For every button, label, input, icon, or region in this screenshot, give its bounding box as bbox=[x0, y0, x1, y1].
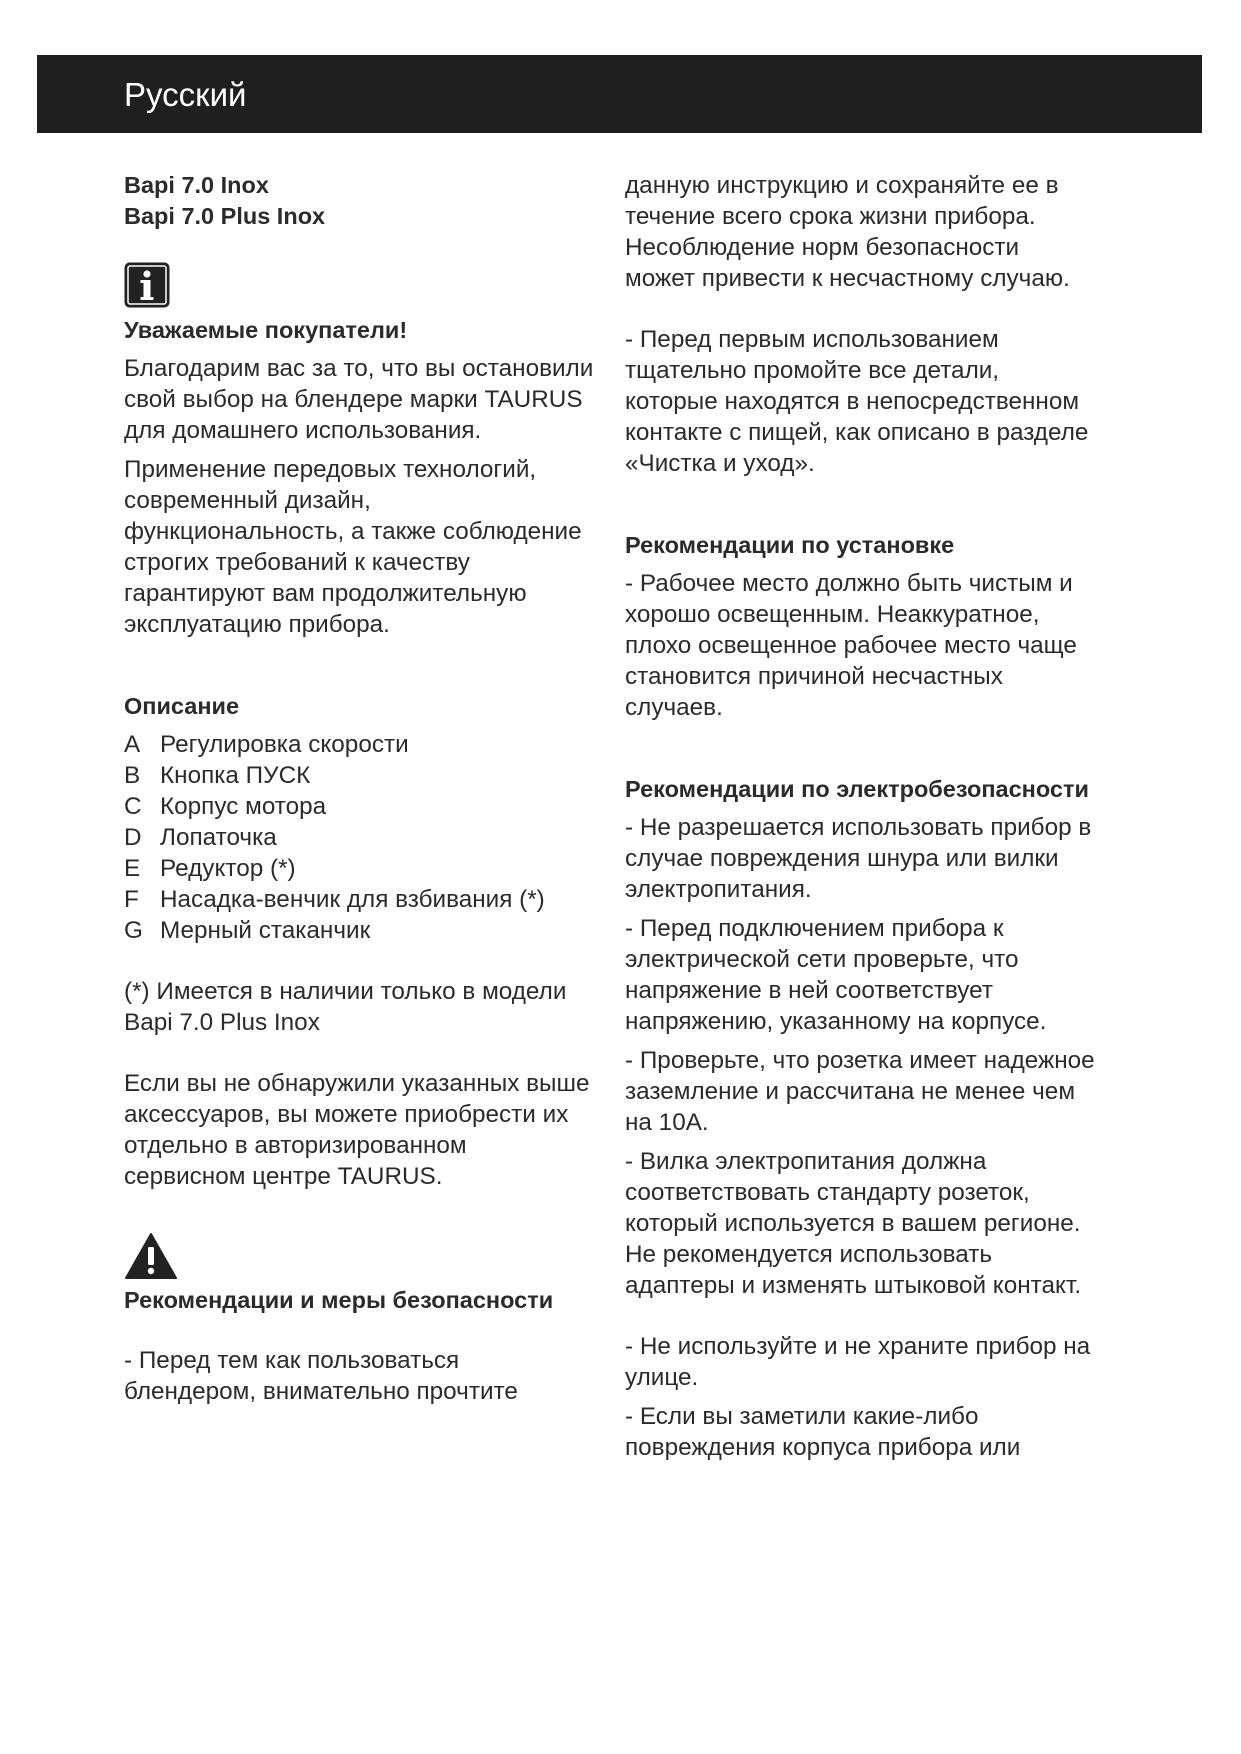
electrical-paragraph: - Проверьте, что розетка имеет надежное заземление и рассчитана не менее чем на 10А. bbox=[625, 1047, 1095, 1136]
safety-heading: Рекомендации и меры безопасности bbox=[124, 1287, 554, 1313]
intro-paragraph: Благодарим вас за то, что вы остановили свой выбор на блендере марки TAURUS для домашнего использования. bbox=[124, 355, 594, 444]
footnote: (*) Имеется в наличии только в модели Bapi 7.0 Plus Inox bbox=[124, 978, 567, 1036]
item-text: Редуктор (*) bbox=[160, 855, 296, 882]
left-column bbox=[124, 170, 594, 1407]
item-text: Насадка-венчик для взбивания (*) bbox=[160, 886, 545, 913]
list-item bbox=[124, 884, 594, 915]
language-header-bar bbox=[37, 55, 1202, 133]
list-item bbox=[124, 915, 594, 946]
item-letter: G bbox=[124, 917, 143, 944]
item-letter: A bbox=[124, 731, 141, 758]
list-item bbox=[124, 853, 594, 884]
item-text: Лопаточка bbox=[160, 824, 277, 851]
electrical-paragraph: - Если вы заметили какие-либо повреждения корпуса прибора или bbox=[625, 1403, 1021, 1461]
list-item bbox=[124, 822, 594, 853]
description-heading: Описание bbox=[124, 693, 240, 719]
electrical-paragraph: - Не используйте и не храните прибор на улице. bbox=[625, 1333, 1091, 1391]
list-item bbox=[124, 791, 594, 822]
electrical-paragraph: - Вилка электропитания должна соответствовать стандарту розеток, который используется в вашем регионе. Не рекомендуется использовать адаптеры и изменять штыковой контакт. bbox=[625, 1148, 1082, 1299]
intro-paragraph: Применение передовых технологий, современный дизайн, функциональность, а также соблюдение строгих требований к качеству гарантируют вам продолжительную эксплуатацию прибора. bbox=[124, 456, 582, 638]
safety-paragraph-continued: данную инструкцию и сохраняйте ее в течение всего срока жизни прибора. Несоблюдение норм безопасности может привести к несчастному случаю. bbox=[625, 172, 1070, 292]
safety-paragraph: - Перед тем как пользоваться блендером, внимательно прочтите bbox=[124, 1347, 518, 1405]
item-letter: E bbox=[124, 855, 141, 882]
list-item bbox=[124, 760, 594, 791]
installation-paragraph: - Рабочее место должно быть чистым и хорошо освещенным. Неаккуратное, плохо освещенное рабочее место чаще становится причиной несчастных случаев. bbox=[625, 570, 1077, 721]
list-item bbox=[124, 729, 594, 760]
accessories-note: Если вы не обнаружили указанных выше аксессуаров, вы можете приобрести их отдельно в авторизированном сервисном центре TAURUS. bbox=[124, 1070, 590, 1190]
greeting-heading: Уважаемые покупатели! bbox=[124, 317, 408, 343]
electrical-paragraph: - Перед подключением прибора к электрической сети проверьте, что напряжение в ней соответствует напряжению, указанному на корпусе. bbox=[625, 915, 1047, 1035]
item-text: Регулировка скорости bbox=[160, 731, 409, 758]
electrical-safety-heading: Рекомендации по электробезопасности bbox=[625, 776, 1089, 802]
item-letter: F bbox=[124, 886, 139, 913]
item-text: Кнопка ПУСК bbox=[160, 762, 311, 789]
description-list bbox=[124, 729, 594, 946]
item-letter: C bbox=[124, 793, 142, 820]
right-column bbox=[625, 170, 1095, 1463]
warning-icon bbox=[124, 1232, 178, 1280]
info-icon bbox=[124, 262, 170, 308]
model-name: Bapi 7.0 Inox bbox=[124, 172, 269, 198]
language-title: Русский bbox=[124, 76, 247, 113]
item-letter: D bbox=[124, 824, 142, 851]
installation-heading: Рекомендации по установке bbox=[625, 532, 955, 558]
safety-paragraph: - Перед первым использованием тщательно промойте все детали, которые находятся в непосредственном контакте с пищей, как описано в разделе «Чистка и уход». bbox=[625, 326, 1089, 477]
electrical-paragraph: - Не разрешается использовать прибор в случае повреждения шнура или вилки электропитания. bbox=[625, 814, 1092, 903]
item-text: Корпус мотора bbox=[160, 793, 327, 820]
item-letter: B bbox=[124, 762, 141, 789]
item-text: Мерный стаканчик bbox=[160, 917, 371, 944]
model-name: Bapi 7.0 Plus Inox bbox=[124, 203, 326, 229]
